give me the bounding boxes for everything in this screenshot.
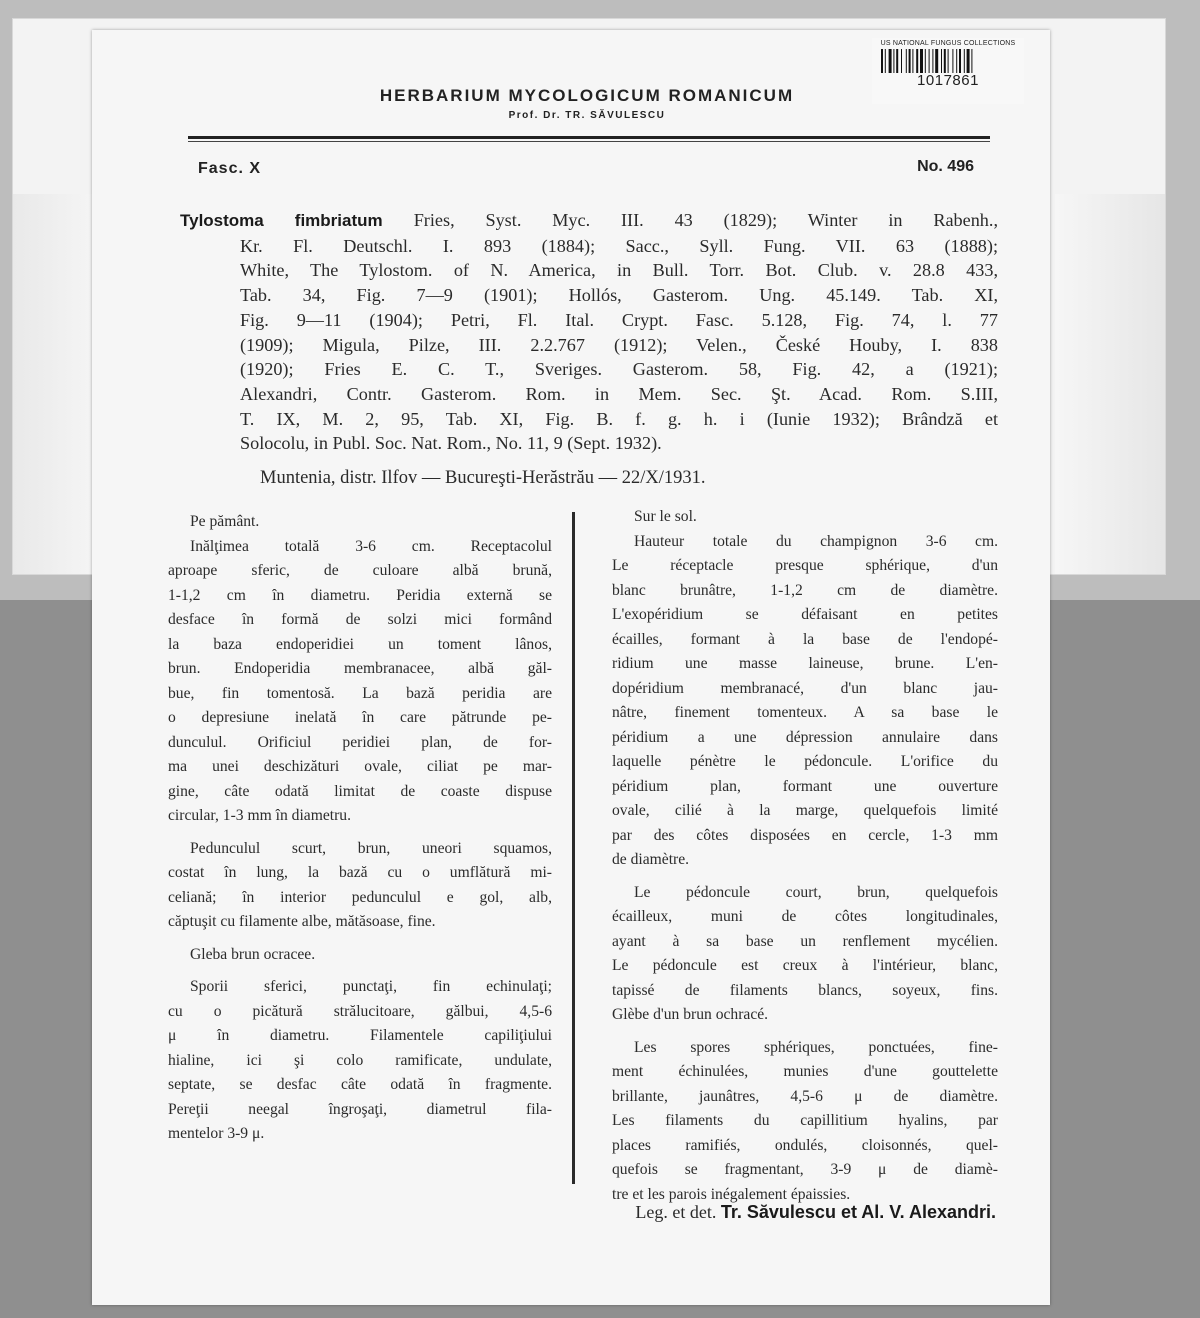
description-line: hialine, ici şi colo ramificate, undulate,: [168, 1051, 552, 1069]
citation-line: Tylostoma fimbriatum Fries, Syst. Myc. III. 43 (1829); Winter in Rabenh.,: [180, 210, 998, 230]
citation-line: (1909); Migula, Pilze, III. 2.2.767 (1912); Velen., České Houby, I. 838: [240, 334, 998, 355]
description-line: Sporii sferici, punctaţi, fin echinulaţi;: [190, 978, 552, 995]
description-line: cu o picătură strălucitoare, gălbui, 4,5-6: [168, 1002, 552, 1020]
description-line: péridium a une dépression annulaire dans: [612, 728, 998, 746]
header-rule-thick: [188, 136, 990, 139]
collector-prefix: Leg. et det.: [635, 1202, 717, 1222]
citation-line: Alexandri, Contr. Gasterom. Rom. in Mem. Sec. Şt. Acad. Rom. S.III,: [240, 383, 998, 404]
description-line: 1-1,2 cm în diametru. Peridia externă se: [168, 586, 552, 604]
description-line: Le pédoncule court, brun, quelquefois: [634, 883, 998, 901]
citation-line: Tab. 34, Fig. 7—9 (1901); Hollós, Gasterom. Ung. 45.149. Tab. XI,: [240, 285, 998, 306]
description-line: Glèbe d'un brun ochracé.: [612, 1006, 769, 1023]
description-line: costat în lung, la bază cu o umflătură mi-: [168, 864, 552, 881]
description-line: circular, 1-3 mm în diametru.: [168, 807, 351, 824]
barcode-sticker: [872, 38, 1024, 104]
description-line: gine, câte odată limitat de coaste dispuse: [168, 782, 552, 800]
description-line: desface în formă de solzi mici formând: [168, 611, 552, 628]
description-line: écailleux, muni de côtes longitudinales,: [612, 908, 998, 925]
label-subtitle: Prof. Dr. TR. SĂVULESCU: [508, 110, 666, 121]
citation-line: Kr. Fl. Deutschl. I. 893 (1884); Sacc., Syll. Fung. VII. 63 (1888);: [240, 235, 998, 256]
header-rule-thin: [188, 141, 990, 142]
description-line: de diamètre.: [612, 851, 690, 868]
collector-names: Tr. Săvulescu et Al. V. Alexandri.: [720, 1202, 996, 1222]
description-line: Les filaments du capillitium hyalins, par: [612, 1112, 998, 1129]
description-line: Pe pământ.: [190, 513, 260, 530]
description-line: par des côtes disposées en cercle, 1-3 mm: [612, 826, 998, 844]
description-line: Inălţimea totală 3-6 cm. Receptacolul: [190, 537, 552, 555]
description-line: bue, fin tomentosă. La bază peridia are: [168, 684, 552, 702]
description-line: Le réceptacle presque sphérique, d'un: [612, 557, 998, 574]
description-line: nâtre, finement tomenteux. A sa base le: [612, 704, 998, 721]
envelope-flap-right: [1055, 194, 1165, 574]
collection-locality: Muntenia, distr. Ilfov — Bucureşti-Herăstrău — 22/X/1931.: [260, 468, 706, 488]
description-line: Le pédoncule est creux à l'intérieur, blanc,: [612, 957, 998, 974]
description-line: Sur le sol.: [634, 508, 697, 525]
description-line: o depresiune inelată în care pătrunde pe-: [168, 709, 552, 726]
description-line: ovale, cilié à la marge, quelquefois limité: [612, 802, 998, 819]
description-french: [612, 505, 998, 1207]
description-line: laquelle pénètre le pédoncule. L'orifice du: [612, 753, 998, 770]
citation-line: Fig. 9—11 (1904); Petri, Fl. Ital. Crypt. Fasc. 5.128, Fig. 74, l. 77: [240, 309, 998, 330]
description-line: Pereţii neegal îngroşaţi, diametrul fila-: [168, 1100, 552, 1118]
description-line: ayant à sa base un renflement mycélien.: [612, 932, 998, 950]
description-line: brillante, jaunâtres, 4,5-6 μ de diamètre.: [612, 1087, 998, 1105]
specimen-number: No. 496: [917, 158, 974, 175]
description-romanian: [168, 510, 552, 1147]
description-line: brun. Endoperidia membranacee, albă găl-: [168, 660, 552, 677]
description-line: Les spores sphériques, ponctuées, fine-: [634, 1038, 998, 1056]
collector-line: [494, 1202, 996, 1223]
description-line: Pedunculul scurt, brun, uneori squamos,: [190, 839, 552, 857]
description-line: tre et les parois inégalement épaissies.: [612, 1185, 851, 1203]
taxon-citation: [180, 208, 998, 456]
description-line: ma unei deschizături ovale, ciliat pe mar-: [168, 758, 552, 775]
citation-line: Solocolu, in Publ. Soc. Nat. Rom., No. 11, 9 (Sept. 1932).: [240, 433, 662, 454]
description-line: quefois se fragmentant, 3-9 μ de diamè-: [612, 1161, 998, 1178]
description-line: aproape sferic, de culoare albă brună,: [168, 562, 552, 579]
description-line: tapissé de filaments blancs, soyeux, fins.: [612, 981, 998, 999]
description-line: celiană; în interior pedunculul e gol, alb,: [168, 888, 552, 906]
citation-line: T. IX, M. 2, 95, Tab. XI, Fig. B. f. g. h. i (Iunie 1932); Brândză et: [240, 408, 998, 429]
citation-line: (1920); Fries E. C. T., Sveriges. Gasterom. 58, Fig. 42, a (1921);: [240, 359, 998, 380]
citation-line: White, The Tylostom. of N. America, in Bull. Torr. Bot. Club. v. 28.8 433,: [240, 260, 998, 281]
description-line: ridium une masse laineuse, brune. L'en-: [612, 655, 998, 672]
description-line: μ în diametru. Filamentele capiliţiului: [168, 1027, 552, 1044]
barcode-bars-icon: [881, 49, 1015, 73]
label-title: HERBARIUM MYCOLOGICUM ROMANICUM: [379, 86, 795, 105]
description-line: ment échinulées, munies d'une gouttelette: [612, 1063, 998, 1080]
description-line: Gleba brun ocracee.: [190, 945, 316, 963]
fascicle-number: Fasc. X: [198, 160, 262, 177]
description-line: L'exopéridium se défaisant en petites: [612, 606, 998, 623]
description-line: écailles, formant à la base de l'endopé-: [612, 630, 998, 648]
description-line: blanc brunâtre, 1-1,2 cm de diamètre.: [612, 581, 998, 599]
column-divider: [572, 512, 575, 1184]
description-line: dunculul. Orificiul peridiei plan, de for-: [168, 733, 552, 751]
description-line: septate, se desfac câte odată în fragmente.: [168, 1076, 552, 1093]
description-line: places ramifiés, ondulés, cloisonnés, quel-: [612, 1136, 998, 1154]
description-line: la baza endoperidiei un toment lânos,: [168, 635, 552, 653]
description-line: péridium plan, formant une ouverture: [612, 777, 998, 795]
barcode-caption: US NATIONAL FUNGUS COLLECTIONS: [880, 40, 1016, 47]
description-line: dopéridium membranacé, d'un blanc jau-: [612, 679, 998, 697]
description-line: Hauteur totale du champignon 3-6 cm.: [634, 532, 998, 550]
description-line: căptuşit cu filamente albe, mătăsoase, fine.: [168, 913, 436, 930]
description-line: mentelor 3-9 μ.: [168, 1125, 265, 1142]
barcode-number: 1017861: [917, 72, 979, 89]
species-name: Tylostoma fimbriatum: [180, 211, 414, 230]
